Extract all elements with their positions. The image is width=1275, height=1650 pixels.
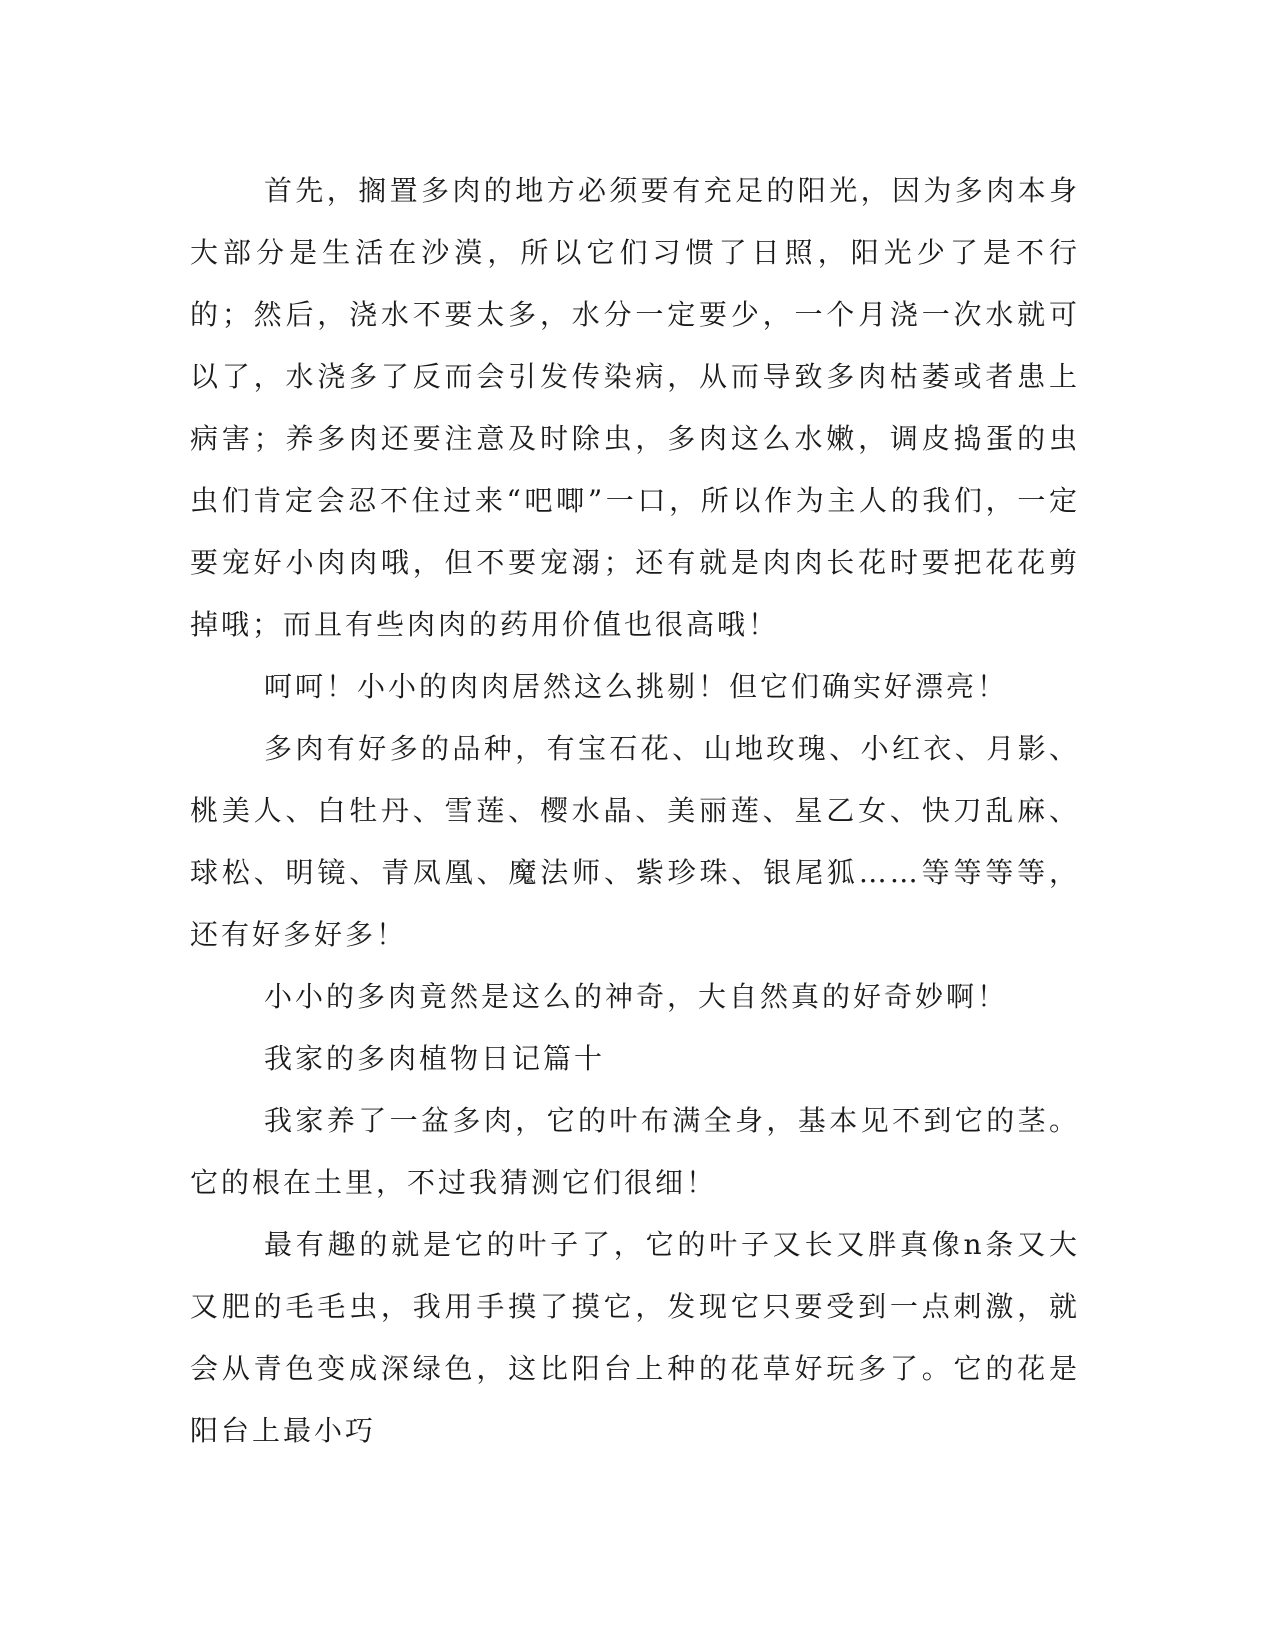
paragraph-my-plant: 我家养了一盆多肉，它的叶布满全身，基本见不到它的茎。它的根在土里，不过我猜测它们很细！ <box>190 1104 1080 1199</box>
paragraph-care-tips: 首先，搁置多肉的地方必须要有充足的阳光，因为多肉本身大部分是生活在沙漠，所以它们习惯了日照，阳光少了是不行的；然后，浇水不要太多，水分一定要少，一个月浇一次水就可以了，水浇多了反而会引发传染病，从而导致多肉枯萎或者患上病害；养多肉还要注意及时除虫，多肉这么水嫩，调皮捣蛋的虫虫们肯定会忍不住过来“吧唧”一口，所以作为主人的我们，一定要宠好小肉肉哦，但不要宠溺；还有就是肉肉长花时要把花花剪掉哦；而且有些肉肉的药用价值也很高哦！ <box>190 174 1080 641</box>
paragraph-wonder: 小小的多肉竟然是这么的神奇，大自然真的好奇妙啊！ <box>264 980 1009 1013</box>
document-body <box>190 160 1080 1462</box>
paragraph-picky: 呵呵！小小的肉肉居然这么挑剔！但它们确实好漂亮！ <box>264 670 1009 703</box>
paragraph-leaves: 最有趣的就是它的叶子了，它的叶子又长又胖真像n条又大又肥的毛毛虫，我用手摸了摸它，发现它只要受到一点刺激，就会从青色变成深绿色，这比阳台上种的花草好玩多了。它的花是阳台上最小巧 <box>190 1228 1080 1447</box>
section-heading: 我家的多肉植物日记篇十 <box>264 1042 606 1075</box>
paragraph-varieties: 多肉有好多的品种，有宝石花、山地玫瑰、小红衣、月影、桃美人、白牡丹、雪莲、樱水晶、美丽莲、星乙女、快刀乱麻、球松、明镜、青凤凰、魔法师、紫珍珠、银尾狐……等等等等，还有好多好多！ <box>190 732 1080 951</box>
